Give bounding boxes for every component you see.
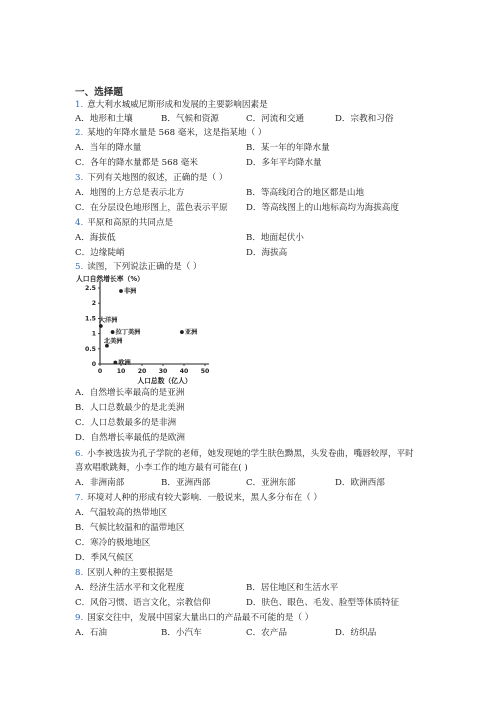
option-b[interactable]: B．居住地区和生活水平 bbox=[246, 583, 339, 593]
option-d[interactable]: D．宗教和习俗 bbox=[335, 114, 394, 124]
option-a[interactable]: A．当年的降水量 bbox=[75, 143, 142, 153]
question-text: 某地的年降水量是 568 毫米，这是指某地（ ） bbox=[87, 128, 267, 138]
question-9 bbox=[75, 611, 313, 623]
question-5 bbox=[75, 260, 202, 272]
question-text: 小李被选拔为孔子学院的老师，她发现她的学生肤色黝黑，头发卷曲，嘴唇较厚，平时 bbox=[87, 449, 414, 459]
y-tick-label: 2 bbox=[91, 300, 96, 308]
option-a[interactable]: A．海拔低 bbox=[75, 233, 116, 243]
data-point bbox=[99, 324, 103, 328]
option-c[interactable]: C．各年的降水量都是 568 毫米 bbox=[75, 158, 198, 168]
option-a[interactable]: A．石油 bbox=[75, 628, 107, 638]
option-d[interactable]: D．纺织品 bbox=[335, 628, 377, 638]
option-a[interactable]: A．地图的上方总是表示北方 bbox=[75, 188, 185, 198]
question-number: 4. bbox=[75, 218, 84, 228]
x-tick-label: 0 bbox=[97, 368, 103, 375]
question-number: 9. bbox=[75, 613, 84, 623]
data-point-label: 大洋洲 bbox=[98, 317, 118, 324]
x-tick-label: 50 bbox=[200, 368, 210, 375]
x-tick-label: 40 bbox=[179, 368, 189, 375]
question-text: 平原和高原的共同点是 bbox=[87, 218, 174, 228]
option-a[interactable]: A．非洲南部 bbox=[75, 478, 125, 488]
data-point-label: 亚洲 bbox=[184, 329, 198, 337]
y-tick-label: 1.5 bbox=[85, 315, 96, 323]
question-4 bbox=[75, 216, 173, 228]
question-6-continued: 喜欢唱歌跳舞，小李工作的地方最有可能在( ) bbox=[75, 463, 248, 473]
option-a[interactable]: A．自然增长率最高的是亚洲 bbox=[75, 388, 185, 398]
option-a[interactable]: A．气温较高的热带地区 bbox=[75, 508, 168, 518]
question-3 bbox=[75, 171, 227, 183]
data-point-label: 非洲 bbox=[124, 288, 137, 296]
question-number: 3. bbox=[75, 173, 84, 183]
data-point bbox=[180, 330, 184, 334]
question-number: 7. bbox=[75, 493, 84, 503]
option-d[interactable]: D．季风气候区 bbox=[75, 553, 134, 563]
question-text: 国家交往中，发展中国家大量出口的产品最不可能的是（ ） bbox=[87, 613, 314, 623]
question-7 bbox=[75, 491, 322, 503]
data-point-label: 北美洲 bbox=[103, 337, 123, 345]
data-point bbox=[119, 289, 123, 293]
option-c[interactable]: C．寒冷的极地地区 bbox=[75, 538, 151, 548]
question-number: 8. bbox=[75, 568, 84, 578]
option-b[interactable]: B．某一年的年降水量 bbox=[246, 143, 330, 153]
option-b[interactable]: B．亚洲西部 bbox=[161, 478, 211, 488]
question-8 bbox=[75, 566, 173, 578]
question-number: 2. bbox=[75, 128, 84, 138]
option-c[interactable]: C．河流和交通 bbox=[246, 114, 305, 124]
y-tick-label: 0.5 bbox=[85, 345, 96, 353]
option-d[interactable]: D．欧洲西部 bbox=[335, 478, 385, 488]
question-text: 读图，下列说法正确的是（ ） bbox=[87, 262, 202, 272]
option-c[interactable]: C．人口总数最多的是非洲 bbox=[75, 418, 177, 428]
option-c[interactable]: C．亚洲东部 bbox=[246, 478, 296, 488]
question-text: 区别人种的主要根据是 bbox=[87, 568, 174, 578]
data-point-label: 拉丁美洲 bbox=[115, 329, 141, 337]
option-d[interactable]: D．多年平均降水量 bbox=[246, 158, 322, 168]
question-number: 5. bbox=[75, 262, 84, 272]
population-scatter-chart bbox=[70, 272, 230, 384]
question-text: 下列有关地图的叙述，正确的是（ ） bbox=[87, 173, 228, 183]
data-point bbox=[111, 330, 115, 334]
question-text: 意大利水城威尼斯形成和发展的主要影响因素是 bbox=[87, 100, 268, 110]
y-tick-label: 1 bbox=[91, 330, 96, 338]
question-number: 1. bbox=[75, 100, 84, 110]
y-tick-label: 0 bbox=[91, 361, 96, 368]
data-point bbox=[113, 361, 117, 365]
x-tick-label: 10 bbox=[116, 368, 126, 375]
question-6 bbox=[75, 447, 414, 459]
x-tick-label: 30 bbox=[158, 368, 168, 375]
option-d[interactable]: D．海拔高 bbox=[246, 248, 288, 258]
option-b[interactable]: B．气候比较温和的温带地区 bbox=[75, 523, 185, 533]
option-a[interactable]: A．经济生活水平和文化程度 bbox=[75, 583, 185, 593]
question-text: 环境对人种的形成有较大影响．一般说来，黑人多分布在（ ） bbox=[87, 493, 322, 503]
option-b[interactable]: B．小汽车 bbox=[161, 628, 202, 638]
question-2 bbox=[75, 126, 267, 138]
x-tick-label: 20 bbox=[137, 368, 147, 375]
chart-title: 人口自然增长率（%） bbox=[76, 275, 144, 283]
section-title: 一、选择题 bbox=[75, 87, 123, 98]
option-b[interactable]: B．气候和资源 bbox=[161, 114, 219, 124]
option-c[interactable]: C．农产品 bbox=[246, 628, 287, 638]
option-c[interactable]: C．边缘陡峭 bbox=[75, 248, 125, 258]
option-a[interactable]: A．地形和土壤 bbox=[75, 114, 133, 124]
option-d[interactable]: D．肤色、眼色、毛发、脸型等体质特征 bbox=[246, 598, 399, 608]
data-point-label: 欧洲 bbox=[118, 359, 131, 367]
x-axis-label: 人口总数（亿人） bbox=[137, 377, 192, 384]
option-b[interactable]: B．等高线闭合的地区都是山地 bbox=[246, 188, 365, 198]
option-c[interactable]: C．在分层设色地形图上，蓝色表示平原 bbox=[75, 203, 228, 213]
option-c[interactable]: C．风俗习惯、语言文化，宗教信仰 bbox=[75, 598, 211, 608]
y-tick-label: 2.5 bbox=[85, 285, 96, 292]
option-d[interactable]: D．自然增长率最低的是欧洲 bbox=[75, 433, 186, 443]
option-d[interactable]: D．等高线图上的山地标高均为海拔高度 bbox=[246, 203, 399, 213]
question-number: 6. bbox=[75, 449, 84, 459]
option-b[interactable]: B．地面起伏小 bbox=[246, 233, 304, 243]
option-b[interactable]: B．人口总数最少的是北美洲 bbox=[75, 403, 185, 413]
question-1 bbox=[75, 98, 268, 110]
